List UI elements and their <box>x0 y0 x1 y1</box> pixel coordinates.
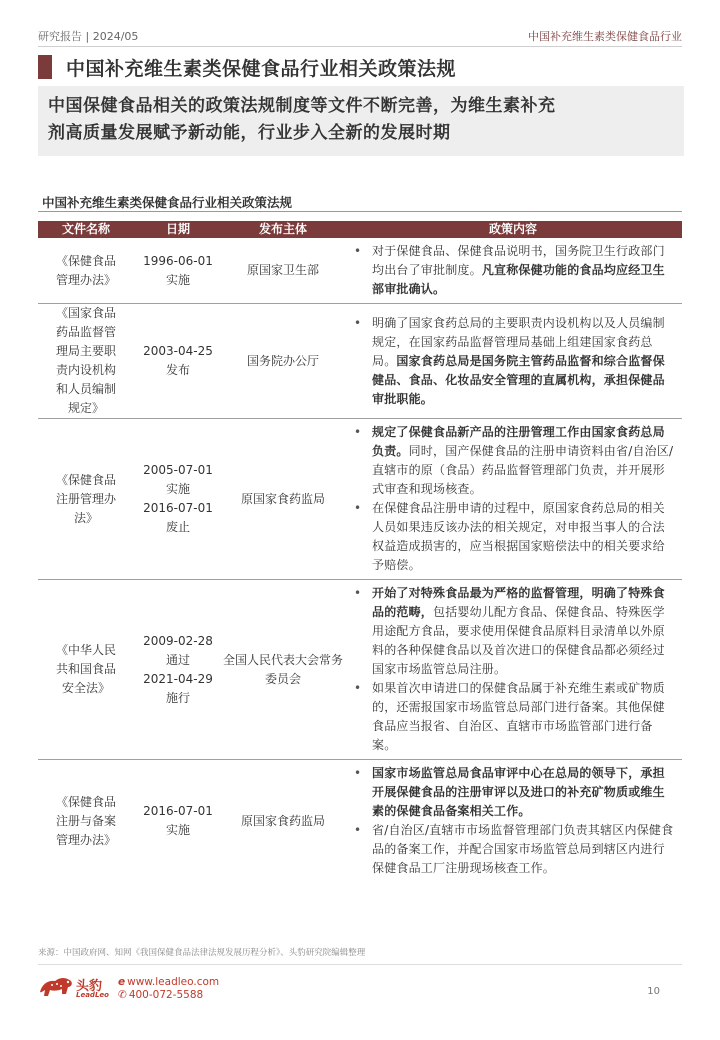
doc-name-cell: 《保健食品注册与备案管理办法》 <box>55 794 116 847</box>
page-number: 10 <box>647 986 660 997</box>
content-bullet <box>354 499 674 575</box>
issuer-cell: 国务院办公厅 <box>222 304 344 419</box>
text-segment: 同时，国产保健食品的注册申请资料由省/自治区/直辖市的原（食品）药品监督管理部门负责，并开展形式审查和现场核查。 <box>372 444 674 496</box>
summary-box <box>38 86 684 156</box>
issuer-cell: 原国家食药监局 <box>222 419 344 580</box>
title-accent-bar <box>38 55 52 79</box>
table-row <box>38 419 682 580</box>
policy-table <box>38 221 682 882</box>
content-cell <box>344 580 682 760</box>
date-line: 2016-07-01 <box>143 804 213 818</box>
website-link[interactable]: www.leadleo.com <box>127 976 220 988</box>
bullet-icon: • <box>354 425 362 439</box>
date-cell <box>134 760 222 883</box>
date-line: 施行 <box>165 690 190 705</box>
table-body <box>38 238 682 882</box>
content-bullet <box>354 584 674 679</box>
bold-text-segment: 国家市场监管总局食品审评中心在总局的领导下，承担开展保健食品的注册审评以及进口的补充矿物质或维生素的保健食品备案相关工作。 <box>372 766 665 818</box>
bullet-icon: • <box>354 586 362 600</box>
phone-number: 400-072-5588 <box>128 989 204 1001</box>
table-row <box>38 304 682 419</box>
date-line: 实施 <box>165 823 190 837</box>
page-title: 中国补充维生素类保健食品行业相关政策法规 <box>66 57 457 80</box>
doc-name-cell: 《国家食品药品监督管理局主要职责内设机构和人员编制规定》 <box>38 304 134 419</box>
content-bullet <box>354 764 674 821</box>
date-cell <box>134 419 222 580</box>
content-cell <box>344 419 682 580</box>
header-issuer: 发布主体 <box>222 221 344 238</box>
issuer-cell: 全国人民代表大会常务委员会 <box>222 580 344 760</box>
leopard-logo-icon <box>38 972 74 1002</box>
web-icon: e <box>118 976 126 988</box>
brand-name-en: LeadLeo <box>76 991 109 999</box>
table-row <box>38 760 682 883</box>
content-bullet <box>354 679 674 755</box>
summary-line-2: 剂高质量发展赋予新动能，行业步入全新的发展时期 <box>48 123 451 143</box>
bullet-icon: • <box>354 823 362 837</box>
bullet-text <box>372 314 674 409</box>
brand-name-cn: 头豹 <box>76 979 103 994</box>
doc-name-cell: 《保健食品注册管理办法》 <box>38 419 134 580</box>
table-header-row <box>38 221 682 238</box>
date-line: 2003-04-25 <box>143 344 213 358</box>
content-cell <box>344 304 682 419</box>
header-date: 日期 <box>134 221 222 238</box>
bullet-icon: • <box>354 766 362 780</box>
contact-block <box>118 976 219 1002</box>
issuer-cell: 原国家食药监局 <box>240 813 325 828</box>
bold-text-segment: 凡宣称保健功能的食品均应经卫生部审批确认。 <box>372 263 665 296</box>
date-line: 发布 <box>165 363 190 377</box>
bold-text-segment: 规定了保健食品新产品的注册管理工作由国家食药总局负责。 <box>372 425 665 458</box>
text-segment: 如果首次申请进口的保健食品属于补充维生素或矿物质的，还需报国家市场监管总局部门进行备案。其他保健食品应当报省、自治区、直辖市市场监管部门进行备案。 <box>372 681 665 752</box>
report-label: 研究报告 | 2024/05 <box>38 30 139 43</box>
date-line: 2021-04-29 <box>143 671 213 686</box>
footer-divider <box>38 964 682 965</box>
date-line: 实施 <box>165 272 190 287</box>
content-cell <box>344 760 682 883</box>
date-line: 2016-07-01 <box>143 501 213 515</box>
table-row <box>38 580 682 760</box>
date-line: 实施 <box>165 482 190 496</box>
page-title-row <box>38 54 456 80</box>
bullet-text <box>372 679 674 755</box>
header-content: 政策内容 <box>344 221 682 238</box>
header-divider <box>38 46 682 47</box>
date-cell <box>134 238 222 304</box>
bullet-text <box>372 584 674 679</box>
date-line: 1996-06-01 <box>143 253 213 268</box>
content-bullet <box>354 821 674 878</box>
bullet-text <box>372 821 674 878</box>
text-segment: 对于保健食品、保健食品说明书，国务院卫生行政部门均出台了审批制度。 <box>372 244 665 277</box>
bullet-icon: • <box>354 244 362 258</box>
bullet-text <box>372 242 674 299</box>
bullet-icon: • <box>354 681 362 695</box>
text-segment: 在保健食品注册申请的过程中，原国家食药总局的相关人员如果违反该办法的相关规定，对申报当事人的合法权益造成损害的，应当根据国家赔偿法中的相关要求给予赔偿。 <box>372 501 665 572</box>
doc-name-cell: 《中华人民共和国食品安全法》 <box>38 580 134 760</box>
date-line: 通过 <box>165 652 190 667</box>
content-bullet <box>354 242 674 299</box>
date-cell <box>134 580 222 760</box>
issuer-cell: 原国家卫生部 <box>222 238 344 304</box>
text-segment: 包括婴幼儿配方食品、保健食品、特殊医学用途配方食品，要求使用保健食品原料目录清单以外原料的各种保健食品以及首次进口的保健食品都必须经过国家市场监管总局注册。 <box>372 605 665 676</box>
bold-text-segment: 国家食药总局是国务院主管药品监督和综合监督保健品、食品、化妆品安全管理的直属机构，承担保健品审批职能。 <box>372 353 665 406</box>
header-name: 文件名称 <box>38 221 134 238</box>
date-line: 2005-07-01 <box>143 463 213 477</box>
bullet-text <box>372 499 674 575</box>
bullet-icon: • <box>354 315 362 330</box>
industry-label: 中国补充维生素类保健食品行业 <box>528 30 682 43</box>
bullet-icon: • <box>354 501 362 515</box>
content-cell <box>344 238 682 304</box>
content-bullet <box>354 314 674 409</box>
summary-line-1: 中国保健食品相关的政策法规制度等文件不断完善，为维生素补充 <box>48 96 556 116</box>
doc-name-cell: 《保健食品管理办法》 <box>38 238 134 304</box>
date-cell <box>134 304 222 419</box>
table-row <box>38 238 682 304</box>
table-title-divider <box>38 211 682 212</box>
table-title: 中国补充维生素类保健食品行业相关政策法规 <box>42 195 293 210</box>
content-bullet <box>354 423 674 499</box>
date-line: 2009-02-28 <box>143 633 213 648</box>
page-header <box>38 28 682 46</box>
bullet-text <box>372 764 674 821</box>
phone-icon: ✆ <box>118 989 127 1001</box>
bold-text-segment: 开始了对特殊食品最为严格的监督管理，明确了特殊食品的范畴， <box>372 586 665 619</box>
date-line: 废止 <box>165 520 190 534</box>
text-segment: 省/自治区/直辖市市场监督管理部门负责其辖区内保健食品的备案工作，并配合国家市场监管总局到辖区内进行保健食品工厂注册现场核查工作。 <box>372 823 674 875</box>
text-segment: 明确了国家食药总局的主要职责内设机构以及人员编制规定，在国家药品监督管理局基础上组建国家食药总局。 <box>372 315 665 368</box>
bullet-text <box>372 423 674 499</box>
source-note: 来源：中国政府网、知网《我国保健食品法律法规发展历程分析》、头豹研究院编辑整理 <box>38 948 366 958</box>
